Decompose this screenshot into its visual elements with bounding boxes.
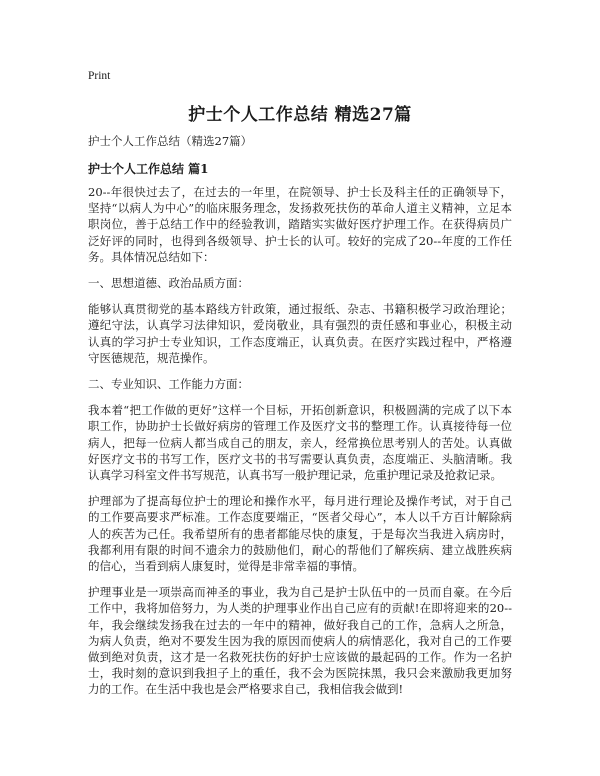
- print-label[interactable]: Print: [88, 70, 111, 82]
- paragraph-ideology: 能够认真贯彻党的基本路线方针政策，通过报纸、杂志、书籍积极学习政治理论；遵纪守法，认真学习法律知识，爱岗敬业，具有强烈的责任感和事业心，积极主动认真的学习护士专业知识，工作态度端正，认真负责。在医疗实践过程中，严格遵守医德规范，规范操作。: [88, 302, 512, 365]
- document-subtitle: 护士个人工作总结（精选27篇）: [88, 134, 253, 148]
- heading-ideology: 一、思想道德、政治品质方面：: [88, 276, 249, 291]
- paragraph-professional: 我本着“把工作做的更好”这样一个目标，开拓创新意识，积极圆满的完成了以下本职工作，协助护士长做好病房的管理工作及医疗文书的整理工作。认真接待每一位病人，把每一位病人都当成自己的朋友，亲人，经常换位思考别人的苦处。认真做好医疗文书的书写工作，医疗文书的书写需要认真负责，态度端正、头脑清晰。我认真学习科室文件书写规范，认真书写一般护理记录，危重护理记录及抢救记录。: [88, 403, 512, 483]
- section-title: 护士个人工作总结 篇1: [88, 162, 209, 176]
- paragraph-nursing-career: 护理事业是一项崇高而神圣的事业，我为自己是护士队伍中的一员而自豪。在今后工作中，我将加倍努力，为人类的护理事业作出自己应有的贡献!在即将迎来的20--年，我会继续发扬我在过去的一年中的精神，做好我自己的工作，急病人之所急，为病人负责，绝对不要发生因为我的原因而使病人的病情恶化，我对自己的工作要做到绝对负责，这才是一名救死扶伤的好护士应该做的最起码的工作。作为一名护士，我时刻的意识到我担子上的重任，我不会为医院抹黑，我只会来激励我更加努力的工作。在生活中我也是会严格要求自己，我相信我会做到!: [88, 585, 512, 697]
- heading-professional: 二、专业知识、工作能力方面：: [88, 377, 249, 392]
- paragraph-nursing-department: 护理部为了提高每位护士的理论和操作水平，每月进行理论及操作考试，对于自己的工作要高要求严标准。工作态度要端正，“医者父母心”，本人以千方百计解除病人的疾苦为己任。我希望所有的患者都能尽快的康复，于是每次当我进入病房时，我都利用有限的时间不遗余力的鼓励他们，耐心的帮他们了解疾病、建立战胜疾病的信心，当看到病人康复时，觉得是非常幸福的事情。: [88, 494, 512, 574]
- document-title: 护士个人工作总结 精选27篇: [188, 105, 412, 125]
- document-body: [88, 184, 512, 708]
- paragraph-intro: 20--年很快过去了，在过去的一年里，在院领导、护士长及科主任的正确领导下，坚持“以病人为中心”的临床服务理念，发扬救死扶伤的革命人道主义精神，立足本职岗位，善于总结工作中的经验教训，踏踏实实做好医疗护理工作。在获得病员广泛好评的同时，也得到各级领导、护士长的认可。较好的完成了20--年度的工作任务。具体情况总结如下：: [88, 185, 512, 264]
